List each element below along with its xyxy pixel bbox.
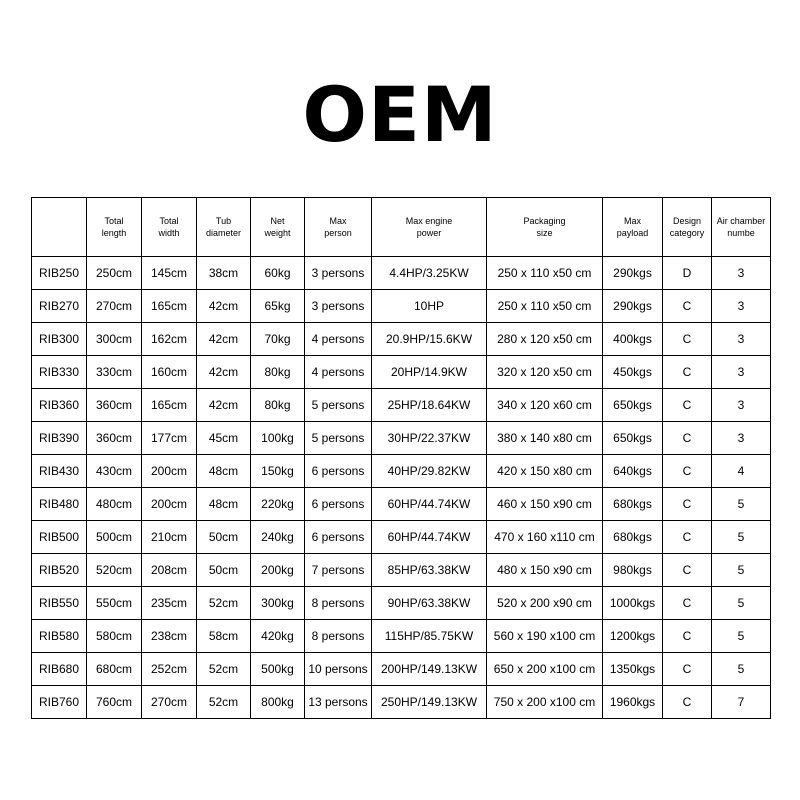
- cell-total-width: 145cm: [142, 257, 197, 290]
- cell-total-length: 520cm: [87, 554, 142, 587]
- cell-max-engine-power: 115HP/85.75KW: [372, 620, 487, 653]
- cell-max-engine-power: 20HP/14.9KW: [372, 356, 487, 389]
- cell-air-chamber-number: 7: [712, 686, 771, 719]
- cell-packaging-size: 650 x 200 x100 cm: [487, 653, 603, 686]
- cell-packaging-size: 470 x 160 x110 cm: [487, 521, 603, 554]
- cell-packaging-size: 250 x 110 x50 cm: [487, 290, 603, 323]
- cell-air-chamber-number: 5: [712, 587, 771, 620]
- cell-total-width: 160cm: [142, 356, 197, 389]
- cell-model: RIB760: [32, 686, 87, 719]
- cell-total-width: 165cm: [142, 290, 197, 323]
- table-row: [32, 389, 771, 422]
- header-cell-total-width: Total width: [142, 198, 197, 257]
- cell-tub-diameter: 42cm: [197, 356, 251, 389]
- cell-design-category: C: [663, 356, 712, 389]
- table-row: [32, 554, 771, 587]
- cell-air-chamber-number: 3: [712, 290, 771, 323]
- cell-tub-diameter: 52cm: [197, 587, 251, 620]
- spec-table-body: [32, 257, 771, 719]
- cell-total-length: 680cm: [87, 653, 142, 686]
- cell-total-width: 238cm: [142, 620, 197, 653]
- cell-packaging-size: 280 x 120 x50 cm: [487, 323, 603, 356]
- table-row: [32, 356, 771, 389]
- cell-packaging-size: 460 x 150 x90 cm: [487, 488, 603, 521]
- cell-max-engine-power: 20.9HP/15.6KW: [372, 323, 487, 356]
- cell-max-engine-power: 90HP/63.38KW: [372, 587, 487, 620]
- header-cell-design-category: Design category: [663, 198, 712, 257]
- cell-max-engine-power: 200HP/149.13KW: [372, 653, 487, 686]
- cell-model: RIB270: [32, 290, 87, 323]
- cell-total-width: 165cm: [142, 389, 197, 422]
- cell-total-length: 270cm: [87, 290, 142, 323]
- cell-max-payload: 1350kgs: [603, 653, 663, 686]
- cell-max-engine-power: 4.4HP/3.25KW: [372, 257, 487, 290]
- header-cell-air-chamber-number: Air chamber numbe: [712, 198, 771, 257]
- cell-max-person: 6 persons: [305, 521, 372, 554]
- cell-net-weight: 65kg: [251, 290, 305, 323]
- cell-tub-diameter: 52cm: [197, 686, 251, 719]
- cell-design-category: C: [663, 653, 712, 686]
- cell-packaging-size: 750 x 200 x100 cm: [487, 686, 603, 719]
- cell-total-length: 360cm: [87, 422, 142, 455]
- cell-total-length: 580cm: [87, 620, 142, 653]
- cell-max-payload: 650kgs: [603, 389, 663, 422]
- cell-net-weight: 800kg: [251, 686, 305, 719]
- cell-design-category: C: [663, 389, 712, 422]
- cell-max-person: 13 persons: [305, 686, 372, 719]
- cell-net-weight: 100kg: [251, 422, 305, 455]
- cell-packaging-size: 480 x 150 x90 cm: [487, 554, 603, 587]
- cell-design-category: D: [663, 257, 712, 290]
- cell-model: RIB500: [32, 521, 87, 554]
- cell-model: RIB520: [32, 554, 87, 587]
- cell-net-weight: 60kg: [251, 257, 305, 290]
- cell-model: RIB330: [32, 356, 87, 389]
- table-row: [32, 488, 771, 521]
- cell-net-weight: 70kg: [251, 323, 305, 356]
- cell-max-engine-power: 60HP/44.74KW: [372, 488, 487, 521]
- cell-tub-diameter: 42cm: [197, 389, 251, 422]
- cell-packaging-size: 420 x 150 x80 cm: [487, 455, 603, 488]
- table-row: [32, 620, 771, 653]
- cell-air-chamber-number: 5: [712, 620, 771, 653]
- table-row: [32, 323, 771, 356]
- header-cell-tub-diameter: Tub diameter: [197, 198, 251, 257]
- cell-max-person: 5 persons: [305, 389, 372, 422]
- cell-max-person: 6 persons: [305, 488, 372, 521]
- cell-max-person: 4 persons: [305, 323, 372, 356]
- cell-tub-diameter: 42cm: [197, 323, 251, 356]
- cell-air-chamber-number: 5: [712, 653, 771, 686]
- table-row: [32, 422, 771, 455]
- cell-total-length: 360cm: [87, 389, 142, 422]
- cell-design-category: C: [663, 554, 712, 587]
- cell-max-engine-power: 40HP/29.82KW: [372, 455, 487, 488]
- cell-total-width: 270cm: [142, 686, 197, 719]
- cell-max-person: 3 persons: [305, 290, 372, 323]
- cell-total-width: 200cm: [142, 488, 197, 521]
- cell-max-payload: 650kgs: [603, 422, 663, 455]
- cell-design-category: C: [663, 323, 712, 356]
- cell-max-person: 6 persons: [305, 455, 372, 488]
- cell-air-chamber-number: 5: [712, 554, 771, 587]
- cell-max-payload: 290kgs: [603, 290, 663, 323]
- table-row: [32, 686, 771, 719]
- cell-model: RIB430: [32, 455, 87, 488]
- cell-air-chamber-number: 3: [712, 257, 771, 290]
- cell-total-width: 177cm: [142, 422, 197, 455]
- cell-net-weight: 150kg: [251, 455, 305, 488]
- cell-max-payload: 1960kgs: [603, 686, 663, 719]
- cell-total-length: 300cm: [87, 323, 142, 356]
- cell-total-length: 480cm: [87, 488, 142, 521]
- cell-max-payload: 1000kgs: [603, 587, 663, 620]
- cell-packaging-size: 520 x 200 x90 cm: [487, 587, 603, 620]
- cell-total-length: 330cm: [87, 356, 142, 389]
- cell-total-width: 210cm: [142, 521, 197, 554]
- cell-total-length: 500cm: [87, 521, 142, 554]
- cell-max-person: 7 persons: [305, 554, 372, 587]
- cell-max-person: 8 persons: [305, 620, 372, 653]
- cell-tub-diameter: 50cm: [197, 521, 251, 554]
- cell-max-payload: 1200kgs: [603, 620, 663, 653]
- cell-max-payload: 400kgs: [603, 323, 663, 356]
- table-row: [32, 257, 771, 290]
- cell-design-category: C: [663, 587, 712, 620]
- cell-packaging-size: 560 x 190 x100 cm: [487, 620, 603, 653]
- cell-model: RIB300: [32, 323, 87, 356]
- table-row: [32, 587, 771, 620]
- cell-max-person: 5 persons: [305, 422, 372, 455]
- header-cell-total-length: Total length: [87, 198, 142, 257]
- cell-max-engine-power: 250HP/149.13KW: [372, 686, 487, 719]
- cell-total-length: 760cm: [87, 686, 142, 719]
- table-row: [32, 290, 771, 323]
- cell-total-width: 252cm: [142, 653, 197, 686]
- cell-net-weight: 200kg: [251, 554, 305, 587]
- cell-air-chamber-number: 3: [712, 389, 771, 422]
- cell-max-payload: 680kgs: [603, 521, 663, 554]
- cell-air-chamber-number: 5: [712, 521, 771, 554]
- cell-design-category: C: [663, 488, 712, 521]
- cell-air-chamber-number: 3: [712, 356, 771, 389]
- cell-max-payload: 680kgs: [603, 488, 663, 521]
- cell-tub-diameter: 48cm: [197, 455, 251, 488]
- header-row: [32, 198, 771, 257]
- cell-max-person: 10 persons: [305, 653, 372, 686]
- cell-air-chamber-number: 4: [712, 455, 771, 488]
- cell-tub-diameter: 58cm: [197, 620, 251, 653]
- cell-air-chamber-number: 3: [712, 422, 771, 455]
- header-cell-max-payload: Max payload: [603, 198, 663, 257]
- header-cell-packaging-size: Packaging size: [487, 198, 603, 257]
- header-cell-net-weight: Net weight: [251, 198, 305, 257]
- cell-max-engine-power: 10HP: [372, 290, 487, 323]
- cell-design-category: C: [663, 290, 712, 323]
- cell-packaging-size: 320 x 120 x50 cm: [487, 356, 603, 389]
- cell-tub-diameter: 48cm: [197, 488, 251, 521]
- cell-net-weight: 420kg: [251, 620, 305, 653]
- header-cell-max-person: Max person: [305, 198, 372, 257]
- cell-air-chamber-number: 3: [712, 323, 771, 356]
- cell-design-category: C: [663, 422, 712, 455]
- cell-design-category: C: [663, 620, 712, 653]
- cell-model: RIB390: [32, 422, 87, 455]
- cell-net-weight: 500kg: [251, 653, 305, 686]
- page-title: OEM: [302, 70, 498, 159]
- cell-max-engine-power: 25HP/18.64KW: [372, 389, 487, 422]
- cell-design-category: C: [663, 686, 712, 719]
- cell-max-engine-power: 60HP/44.74KW: [372, 521, 487, 554]
- header-cell-max-engine-power: Max engine power: [372, 198, 487, 257]
- cell-total-length: 250cm: [87, 257, 142, 290]
- cell-total-width: 208cm: [142, 554, 197, 587]
- cell-design-category: C: [663, 521, 712, 554]
- cell-air-chamber-number: 5: [712, 488, 771, 521]
- cell-max-payload: 450kgs: [603, 356, 663, 389]
- cell-packaging-size: 340 x 120 x60 cm: [487, 389, 603, 422]
- cell-net-weight: 80kg: [251, 356, 305, 389]
- cell-design-category: C: [663, 455, 712, 488]
- cell-model: RIB250: [32, 257, 87, 290]
- cell-net-weight: 300kg: [251, 587, 305, 620]
- cell-max-payload: 290kgs: [603, 257, 663, 290]
- cell-max-person: 8 persons: [305, 587, 372, 620]
- cell-total-width: 235cm: [142, 587, 197, 620]
- cell-total-width: 200cm: [142, 455, 197, 488]
- cell-model: RIB550: [32, 587, 87, 620]
- table-row: [32, 521, 771, 554]
- cell-packaging-size: 380 x 140 x80 cm: [487, 422, 603, 455]
- cell-max-engine-power: 30HP/22.37KW: [372, 422, 487, 455]
- cell-net-weight: 240kg: [251, 521, 305, 554]
- cell-model: RIB360: [32, 389, 87, 422]
- cell-max-person: 3 persons: [305, 257, 372, 290]
- cell-tub-diameter: 38cm: [197, 257, 251, 290]
- cell-total-length: 550cm: [87, 587, 142, 620]
- cell-model: RIB480: [32, 488, 87, 521]
- cell-total-width: 162cm: [142, 323, 197, 356]
- cell-total-length: 430cm: [87, 455, 142, 488]
- cell-tub-diameter: 42cm: [197, 290, 251, 323]
- cell-net-weight: 220kg: [251, 488, 305, 521]
- header-cell-model: [32, 198, 87, 257]
- spec-table: [31, 197, 771, 719]
- cell-tub-diameter: 52cm: [197, 653, 251, 686]
- cell-model: RIB580: [32, 620, 87, 653]
- cell-net-weight: 80kg: [251, 389, 305, 422]
- cell-tub-diameter: 50cm: [197, 554, 251, 587]
- cell-packaging-size: 250 x 110 x50 cm: [487, 257, 603, 290]
- table-row: [32, 653, 771, 686]
- table-row: [32, 455, 771, 488]
- cell-max-payload: 980kgs: [603, 554, 663, 587]
- cell-tub-diameter: 45cm: [197, 422, 251, 455]
- cell-max-person: 4 persons: [305, 356, 372, 389]
- cell-model: RIB680: [32, 653, 87, 686]
- cell-max-engine-power: 85HP/63.38KW: [372, 554, 487, 587]
- cell-max-payload: 640kgs: [603, 455, 663, 488]
